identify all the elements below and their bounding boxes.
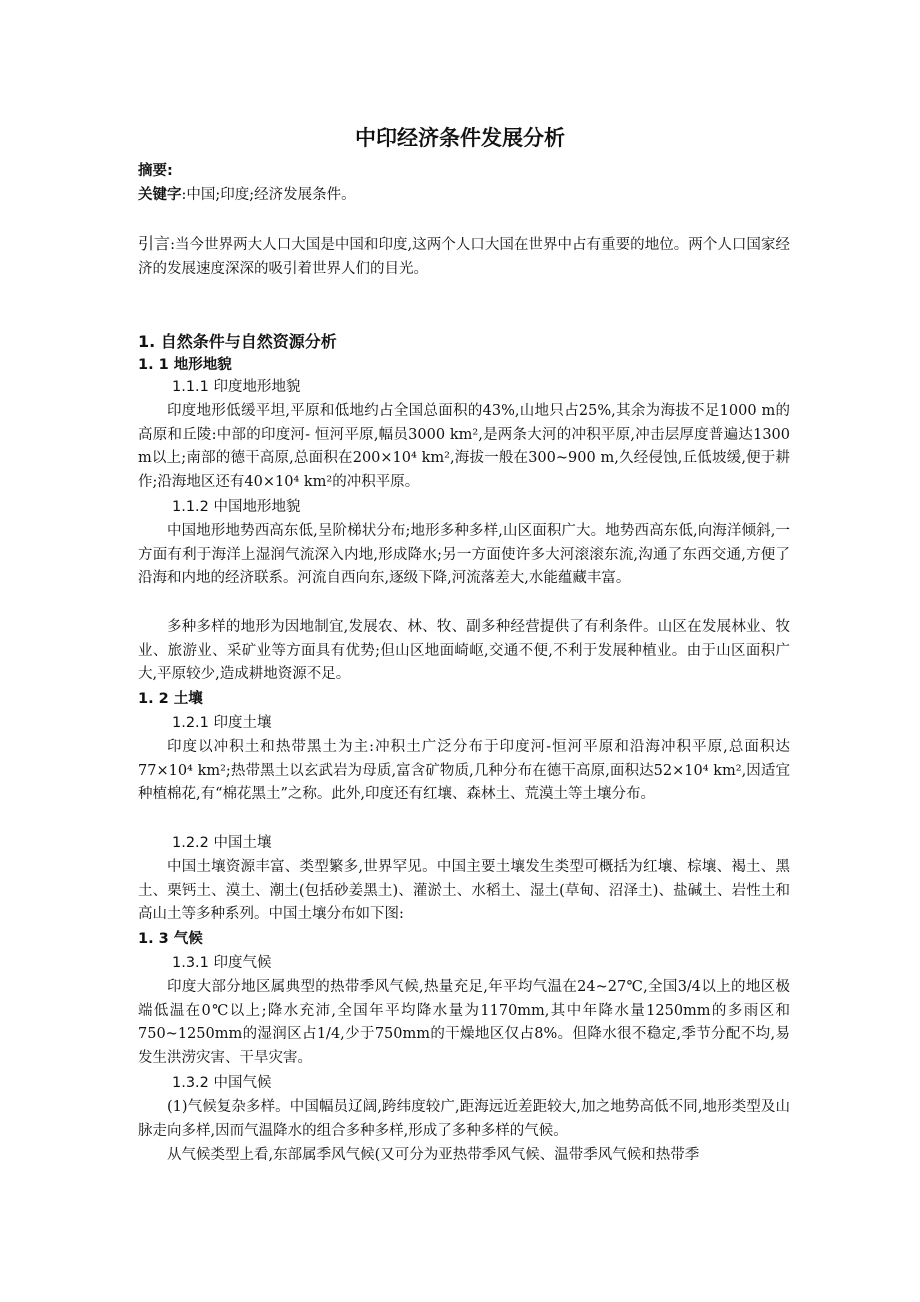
keywords-label: 关键字 xyxy=(138,187,182,203)
keywords-line xyxy=(138,184,798,207)
section-1-1-2-heading: 1.1.2 中国地形地貌 xyxy=(172,499,301,515)
section-1-3-1-heading: 1.3.1 印度气候 xyxy=(172,955,272,971)
section-1-heading: 1. 自然条件与自然资源分析 xyxy=(138,332,337,351)
paragraph-china-climate-1: (1)气候复杂多样。中国幅员辽阔,跨纬度较广,距海远近差距较大,加之地势高低不同,地形类型及山脉走向多样,因而气温降水的组合多种多样,形成了多种多样的气候。 xyxy=(138,1099,790,1139)
abstract-line xyxy=(138,160,798,183)
paragraph-china-soil: 中国土壤资源丰富、类型繁多,世界罕见。中国主要土壤发生类型可概括为红壤、棕壤、褐土、黑土、栗钙土、漠土、潮土(包括砂姜黑土)、灌淤土、水稻土、湿土(草甸、沼泽土)、盐碱土、岩性土和高山土等多种系列。中国土壤分布如下图: xyxy=(138,859,790,922)
section-1-1-heading: 1. 1 地形地貌 xyxy=(138,357,232,373)
document-title: 中印经济条件发展分析 xyxy=(355,126,565,150)
paragraph-india-terrain: 印度地形低缓平坦,平原和低地约占全国总面积的43%,山地只占25%,其余为海拔不足1000 m的高原和丘陵:中部的印度河- 恒河平原,幅员3000 km²,是两条大河的冲积平原,冲击层厚度普遍达1300 m以上;南部的德干高原,总面积在200×10⁴ km²,海拔一般在300~900 m,久经侵蚀,丘低坡缓,便于耕作;沿海地区还有40×10⁴ km²的冲积平原。 xyxy=(138,403,790,490)
section-1-2-1-heading: 1.2.1 印度土壤 xyxy=(172,715,272,731)
section-1-1-1-heading: 1.1.1 印度地形地貌 xyxy=(172,379,301,395)
paragraph-china-terrain: 中国地形地势西高东低,呈阶梯状分布;地形多种多样,山区面积广大。地势西高东低,向海洋倾斜,一方面有利于海洋上湿润气流深入内地,形成降水;另一方面使许多大河滚滚东流,沟通了东西交通,方便了沿海和内地的经济联系。河流自西向东,逐级下降,河流落差大,水能蕴藏丰富。 xyxy=(138,523,790,586)
section-1-3-2-heading: 1.3.2 中国气候 xyxy=(172,1075,272,1091)
section-1-2-heading: 1. 2 土壤 xyxy=(138,691,203,707)
paragraph-india-soil: 印度以冲积土和热带黑土为主:冲积土广泛分布于印度河-恒河平原和沿海冲积平原,总面积达77×10⁴ km²;热带黑土以玄武岩为母质,富含矿物质,几种分布在德干高原,面积达52×10⁴ km²,因适宜种植棉花,有“棉花黑土”之称。此外,印度还有红壤、森林土、荒漠土等土壤分布。 xyxy=(138,739,790,802)
paragraph-terrain-benefits: 多种多样的地形为因地制宜,发展农、林、牧、副多种经营提供了有利条件。山区在发展林业、牧业、旅游业、采矿业等方面具有优势;但山区地面崎岖,交通不便,不利于发展种植业。由于山区面积广大,平原较少,造成耕地资源不足。 xyxy=(138,619,790,682)
section-1-2-2-heading: 1.2.2 中国土壤 xyxy=(172,835,272,851)
intro-paragraph xyxy=(138,232,790,281)
intro-text: :当今世界两大人口大国是中国和印度,这两个人口大国在世界中占有重要的地位。两个人口国家经济的发展速度深深的吸引着世界人们的目光。 xyxy=(138,237,790,277)
abstract-label: 摘要: xyxy=(138,163,173,179)
keywords-text: :中国;印度;经济发展条件。 xyxy=(181,187,356,203)
intro-label: 引言 xyxy=(138,234,171,253)
paragraph-india-climate: 印度大部分地区属典型的热带季风气候,热量充足,年平均气温在24~27℃,全国3/4以上的地区极端低温在0℃以上;降水充沛,全国年平均降水量为1170mm,其中年降水量1250mm的多雨区和750~1250mm的湿润区占1/4,少于750mm的干燥地区仅占8%。但降水很不稳定,季节分配不均,易发生洪涝灾害、干旱灾害。 xyxy=(138,979,790,1066)
section-1-3-heading: 1. 3 气候 xyxy=(138,931,203,947)
paragraph-china-climate-2: 从气候类型上看,东部属季风气候(又可分为亚热带季风气候、温带季风气候和热带季 xyxy=(167,1147,700,1163)
